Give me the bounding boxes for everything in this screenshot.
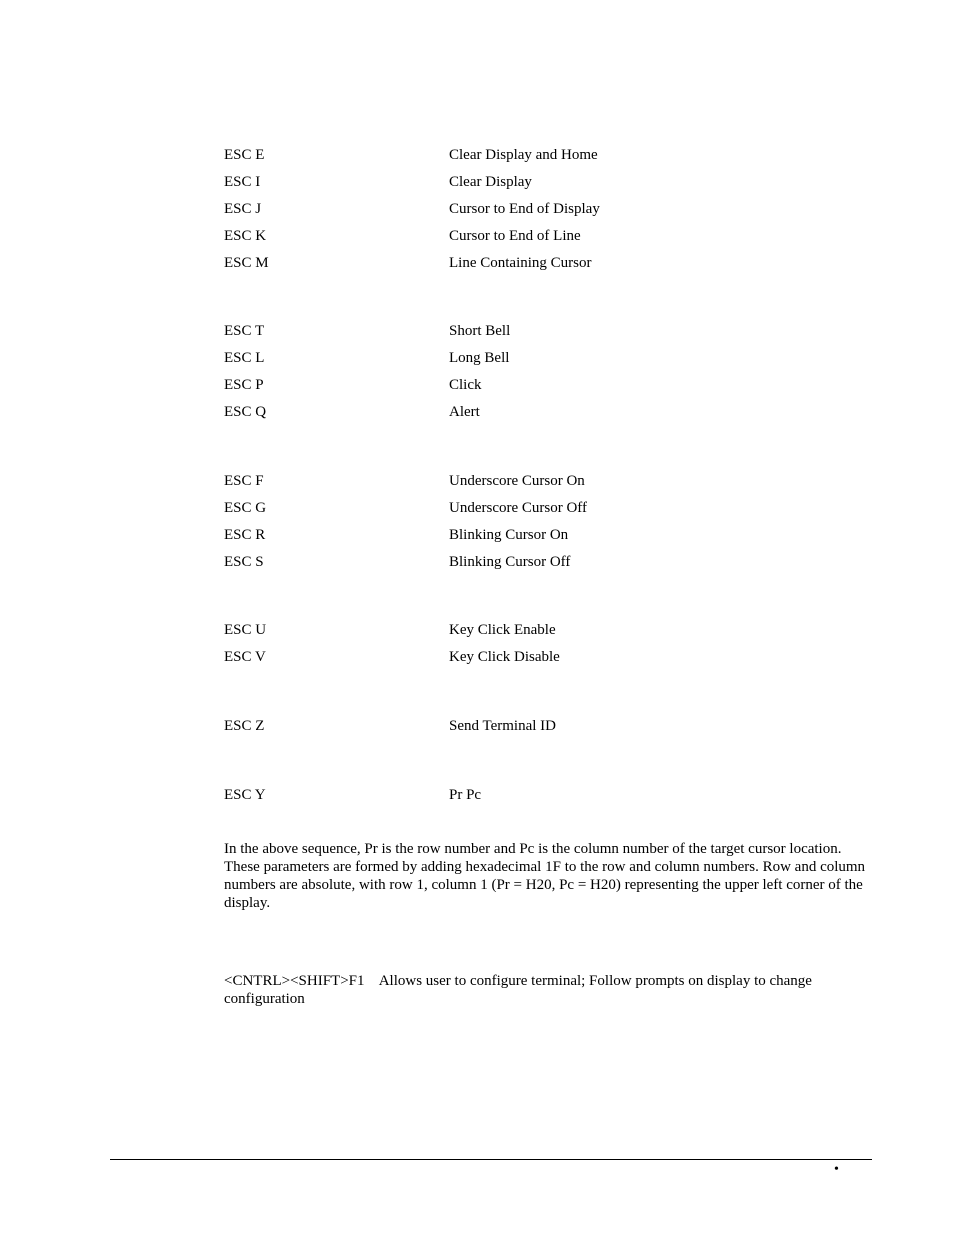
command-row xyxy=(224,172,864,192)
command-row xyxy=(224,375,864,395)
command-description: Underscore Cursor Off xyxy=(449,500,588,516)
command-row xyxy=(224,552,864,572)
command-code: ESC M xyxy=(224,255,269,271)
command-description: Blinking Cursor On xyxy=(449,527,569,543)
command-row xyxy=(224,647,864,667)
footer-bullet: • xyxy=(834,1162,839,1177)
command-code: ESC E xyxy=(224,147,265,163)
command-description: Send Terminal ID xyxy=(449,718,556,734)
command-description: Clear Display and Home xyxy=(449,147,598,163)
command-code: ESC L xyxy=(224,350,265,366)
command-code: ESC J xyxy=(224,201,262,217)
command-description: Short Bell xyxy=(449,323,511,339)
command-row xyxy=(224,471,864,491)
command-row xyxy=(224,321,864,341)
command-code: ESC Q xyxy=(224,404,267,420)
command-description: Long Bell xyxy=(449,350,510,366)
command-description: Clear Display xyxy=(449,174,532,190)
command-row xyxy=(224,145,864,165)
configuration-note: <CNTRL><SHIFT>F1 Allows user to configure terminal; Follow prompts on display to change configuration xyxy=(224,973,816,1007)
command-code: ESC F xyxy=(224,473,264,489)
command-description: Key Click Disable xyxy=(449,649,560,665)
command-code: ESC K xyxy=(224,228,267,244)
command-code: ESC V xyxy=(224,649,266,665)
command-row xyxy=(224,348,864,368)
command-code: ESC Z xyxy=(224,718,265,734)
command-description: Alert xyxy=(449,404,480,420)
command-row xyxy=(224,199,864,219)
command-row xyxy=(224,226,864,246)
command-row xyxy=(224,716,864,736)
command-row xyxy=(224,498,864,518)
command-row xyxy=(224,402,864,422)
footer-divider xyxy=(110,1159,872,1160)
command-code: ESC S xyxy=(224,554,264,570)
command-code: ESC P xyxy=(224,377,264,393)
command-description: Cursor to End of Display xyxy=(449,201,600,217)
command-description: Click xyxy=(449,377,482,393)
command-row xyxy=(224,253,864,273)
command-code: ESC G xyxy=(224,500,267,516)
command-row xyxy=(224,620,864,640)
command-code: ESC T xyxy=(224,323,265,339)
command-description: Cursor to End of Line xyxy=(449,228,581,244)
cursor-position-paragraph: In the above sequence, Pr is the row number and Pc is the column number of the target cursor location. These parameters are formed by adding hexadecimal 1F to the row and column numbers. Row and column numbers are absolute, with row 1, column 1 (Pr = H20, Pc = H20) representing the upper left corner of the display. xyxy=(224,841,866,911)
command-code: ESC R xyxy=(224,527,266,543)
command-code: ESC I xyxy=(224,174,261,190)
command-description: Underscore Cursor On xyxy=(449,473,585,489)
command-description: Key Click Enable xyxy=(449,622,556,638)
command-code: ESC Y xyxy=(224,787,266,803)
command-description: Line Containing Cursor xyxy=(449,255,592,271)
command-description: Pr Pc xyxy=(449,787,482,803)
command-code: ESC U xyxy=(224,622,267,638)
command-row xyxy=(224,525,864,545)
command-row xyxy=(224,785,864,805)
command-description: Blinking Cursor Off xyxy=(449,554,571,570)
